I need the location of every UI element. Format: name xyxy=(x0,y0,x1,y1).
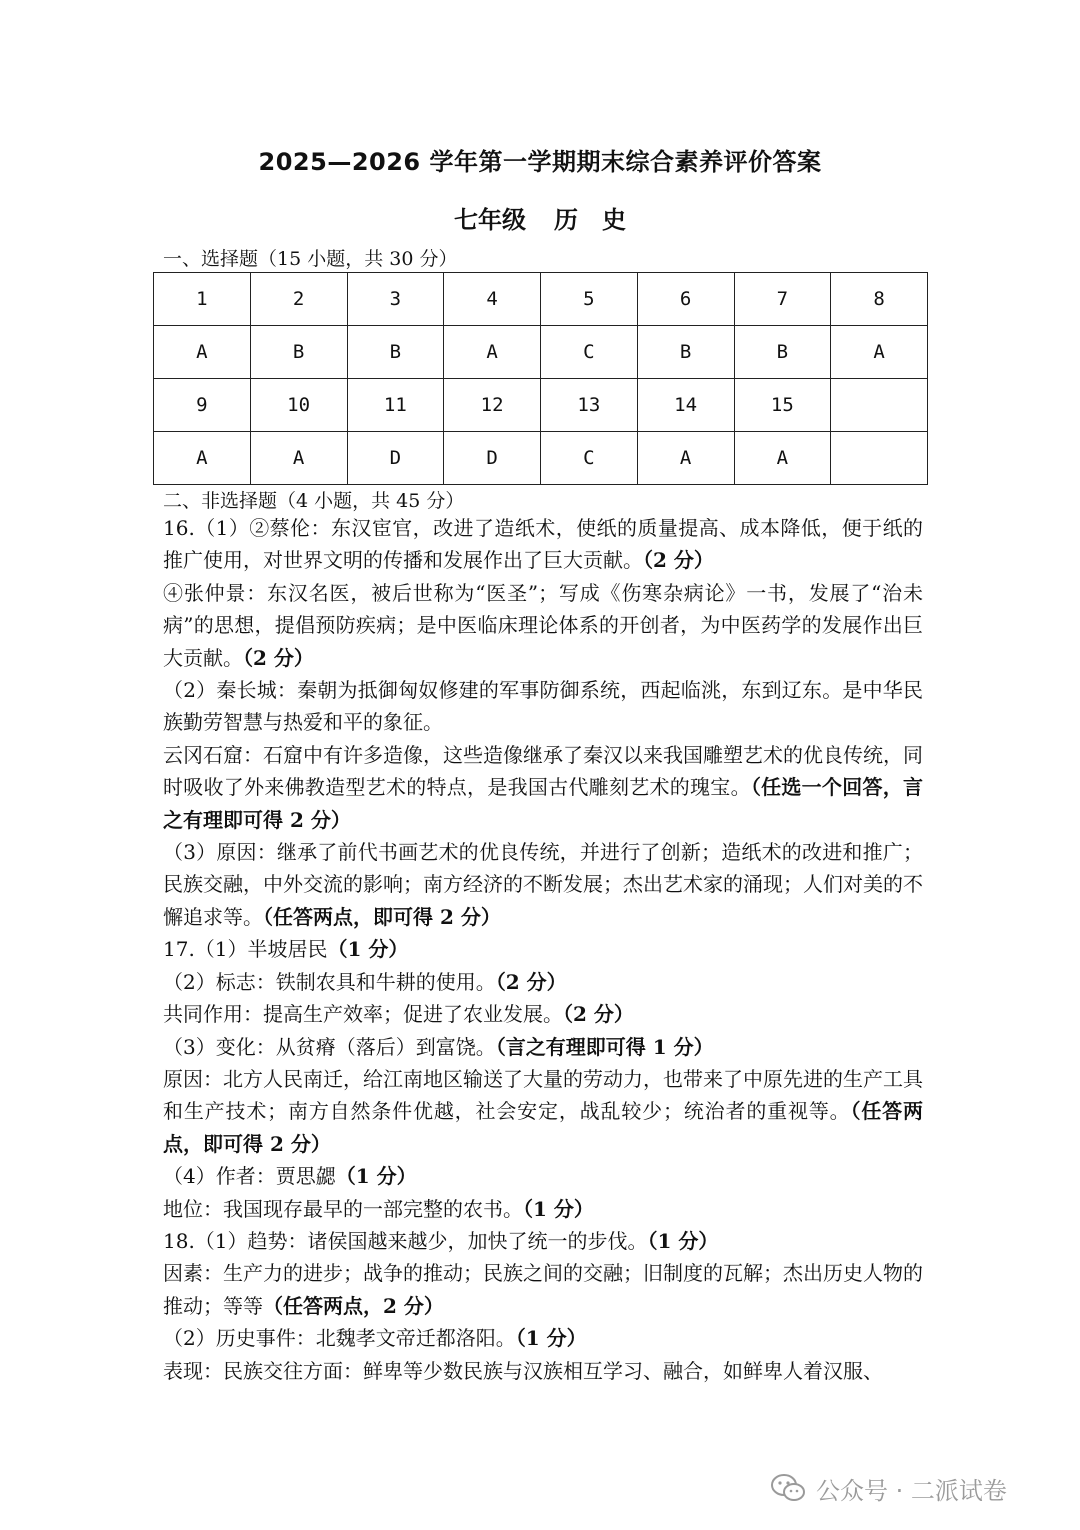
score-note: （2 分） xyxy=(563,1002,634,1027)
table-cell: A xyxy=(250,432,347,485)
score-note: （1 分） xyxy=(515,1326,587,1351)
section-1-heading: 一、选择题（15 小题，共 30 分） xyxy=(163,248,458,270)
answer-paragraph: 18.（1）趋势：诸侯国越来越少，加快了统一的步伐。（1 分） xyxy=(163,1228,719,1253)
answer-paragraph: 16.（1）②蔡伦：东汉宦官，改进了造纸术，使纸的质量提高、成本降低，便于纸的推广使用，对世界文明的传播和发展作出了巨大贡献。（2 分） xyxy=(163,516,923,573)
table-cell: 9 xyxy=(154,379,251,432)
score-note: （1 分） xyxy=(647,1228,719,1253)
table-cell: 3 xyxy=(347,273,444,326)
score-note: （任答两点，即可得 2 分） xyxy=(263,904,501,929)
watermark xyxy=(770,1468,1007,1508)
table-cell: 8 xyxy=(831,273,928,326)
subject-label: 历 史 xyxy=(554,206,626,234)
table-cell: D xyxy=(347,432,444,485)
table-cell: 5 xyxy=(541,273,638,326)
table-cell: A xyxy=(637,432,734,485)
score-note: （任答两点，即可得 2 分） xyxy=(163,1099,924,1156)
table-cell xyxy=(831,432,928,485)
score-note: （2 分） xyxy=(243,645,314,670)
score-note: （1 分） xyxy=(335,1164,417,1189)
score-note: （任选一个回答，言之有理即可得 2 分） xyxy=(163,775,924,832)
wechat-icon xyxy=(770,1473,806,1503)
answer-paragraph: （2）标志：铁制农具和牛耕的使用。（2 分） xyxy=(163,969,567,994)
answer-paragraph: 云冈石窟：石窟中有许多造像，这些造像继承了秦汉以来我国雕塑艺术的优良传统，同时吸收了外来佛教造型艺术的特点，是我国古代雕刻艺术的瑰宝。（任选一个回答，言之有理即可得 2 分） xyxy=(163,742,924,832)
table-cell: A xyxy=(154,432,251,485)
answer-paragraph: ④张仲景：东汉名医，被后世称为“医圣”；写成《伤寒杂病论》一书，发展了“治未病”的思想，提倡预防疾病；是中医临床理论体系的开创者，为中医药学的发展作出巨大贡献。（2 分） xyxy=(163,580,923,670)
table-cell: A xyxy=(831,326,928,379)
table-cell: 12 xyxy=(444,379,541,432)
answer-paragraph: （2）历史事件：北魏孝文帝迁都洛阳。（1 分） xyxy=(163,1326,587,1351)
table-cell: 10 xyxy=(250,379,347,432)
table-row xyxy=(154,379,928,432)
score-note: （1 分） xyxy=(523,1196,594,1221)
table-row xyxy=(154,273,928,326)
answer-table xyxy=(153,272,928,485)
answer-paragraph: 原因：北方人民南迁，给江南地区输送了大量的劳动力，也带来了中原先进的生产工具和生产技术；南方自然条件优越，社会安定，战乱较少；统治者的重视等。（任答两点，即可得 2 分） xyxy=(163,1066,924,1156)
table-cell: B xyxy=(347,326,444,379)
score-note: （2 分） xyxy=(495,969,567,994)
answer-paragraph: （2）秦长城：秦朝为抵御匈奴修建的军事防御系统，西起临洮，东到辽东。是中华民族勤劳智慧与热爱和平的象征。 xyxy=(163,678,923,735)
page-subtitle xyxy=(0,200,1080,235)
answer-paragraph: （3）原因：继承了前代书画艺术的优良传统，并进行了创新；造纸术的改进和推广；民族交融，中外交流的影响；南方经济的不断发展；杰出艺术家的涌现；人们对美的不懈追求等。（任答两点，即可得 2 分） xyxy=(163,840,923,929)
table-cell: B xyxy=(734,326,831,379)
answer-paragraph: （3）变化：从贫瘠（落后）到富饶。（言之有理即可得 1 分） xyxy=(163,1034,714,1059)
section-2-heading: 二、非选择题（4 小题，共 45 分） xyxy=(163,490,465,512)
page-title: 2025—2026 学年第一学期期末综合素养评价答案 xyxy=(258,148,822,176)
answer-paragraph: 表现：民族交往方面：鲜卑等少数民族与汉族相互学习、融合，如鲜卑人着汉服、 xyxy=(163,1358,883,1383)
table-cell: B xyxy=(250,326,347,379)
table-cell: 2 xyxy=(250,273,347,326)
answer-paragraph: 因素：生产力的进步；战争的推动；民族之间的交融；旧制度的瓦解；杰出历史人物的推动；等等（任答两点，2 分） xyxy=(163,1261,923,1318)
table-cell: 7 xyxy=(734,273,831,326)
table-cell: A xyxy=(444,326,541,379)
score-note: （任答两点，2 分） xyxy=(263,1293,444,1318)
grade-label: 七年级 xyxy=(454,206,526,234)
table-row xyxy=(154,432,928,485)
table-cell: 14 xyxy=(637,379,734,432)
table-cell: 4 xyxy=(444,273,541,326)
table-cell: A xyxy=(154,326,251,379)
table-row xyxy=(154,326,928,379)
score-note: （2 分） xyxy=(643,548,714,573)
score-note: （言之有理即可得 1 分） xyxy=(495,1034,714,1059)
table-cell xyxy=(831,379,928,432)
table-cell: C xyxy=(541,432,638,485)
table-cell: 6 xyxy=(637,273,734,326)
answer-paragraph: 17.（1）半坡居民（1 分） xyxy=(163,937,409,962)
answer-body xyxy=(163,512,923,1387)
table-cell: B xyxy=(637,326,734,379)
table-cell: C xyxy=(541,326,638,379)
answer-paragraph: 地位：我国现存最早的一部完整的农书。（1 分） xyxy=(163,1196,594,1221)
answer-paragraph: 共同作用：提高生产效率；促进了农业发展。（2 分） xyxy=(163,1002,634,1027)
table-cell: 15 xyxy=(734,379,831,432)
answer-paragraph: （4）作者：贾思勰（1 分） xyxy=(163,1164,417,1189)
table-cell: 11 xyxy=(347,379,444,432)
table-cell: 1 xyxy=(154,273,251,326)
watermark-text: 公众号 · 二派试卷 xyxy=(816,1476,1007,1505)
table-cell: A xyxy=(734,432,831,485)
table-cell: D xyxy=(444,432,541,485)
score-note: （1 分） xyxy=(327,937,409,962)
table-cell: 13 xyxy=(541,379,638,432)
